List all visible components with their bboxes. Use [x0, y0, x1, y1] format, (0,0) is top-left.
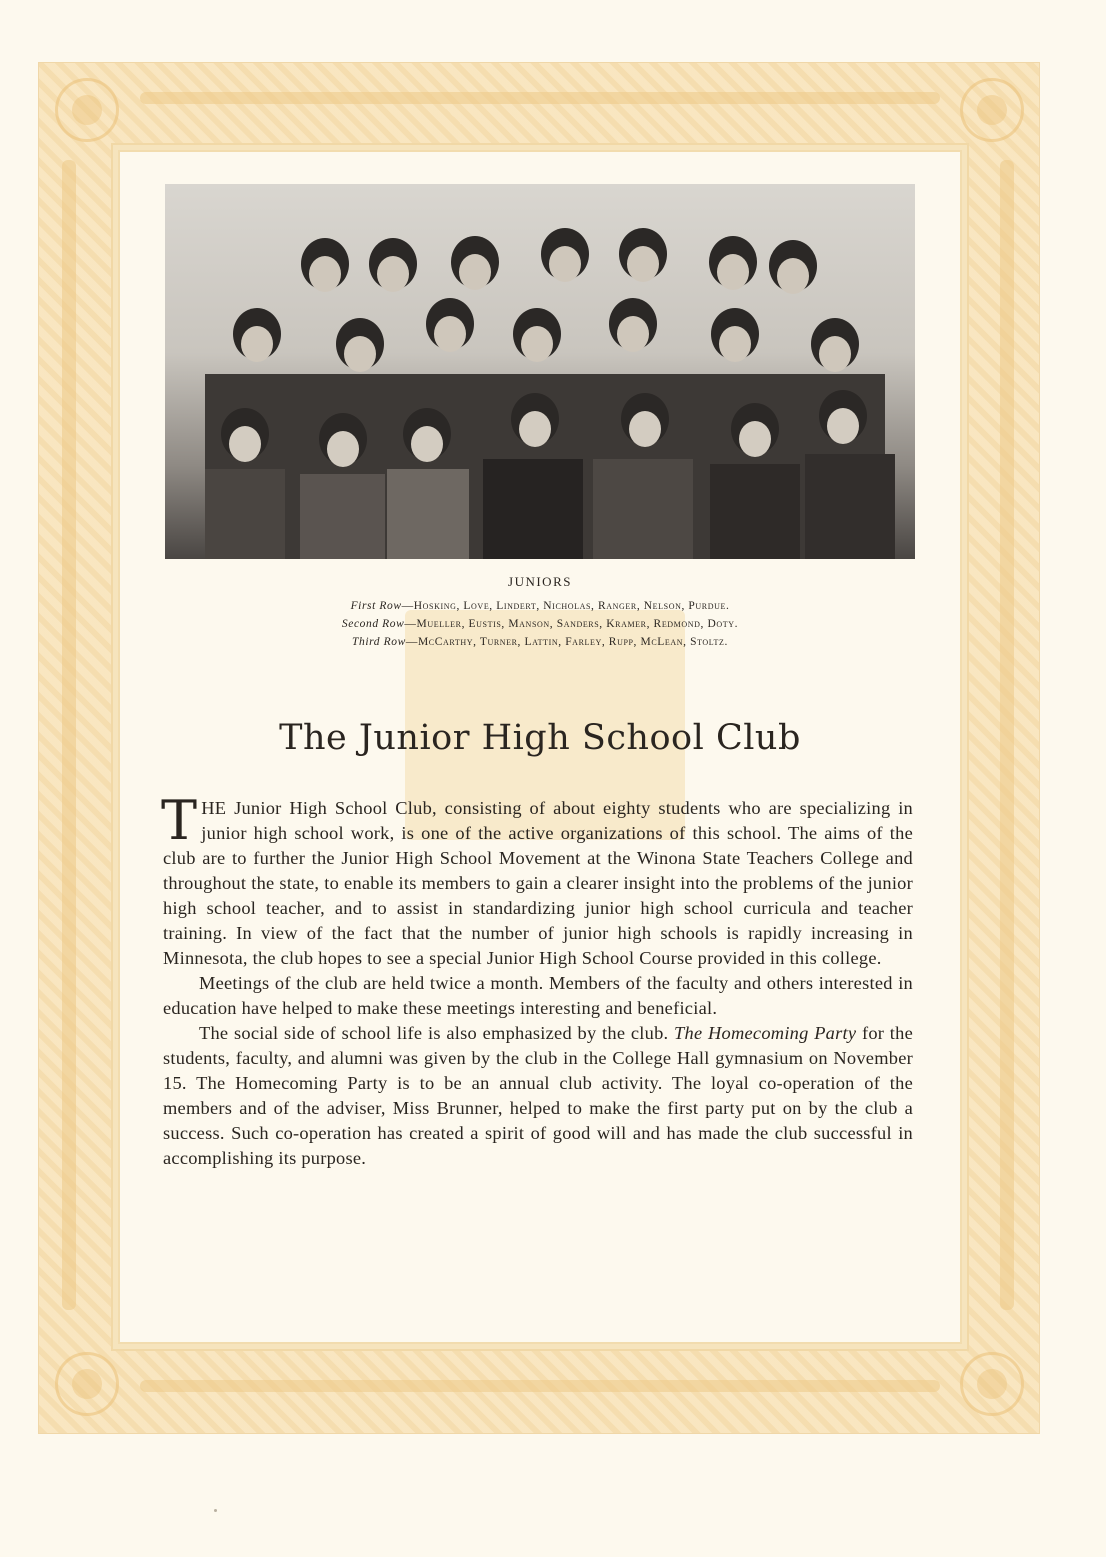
page-speck	[214, 1509, 217, 1512]
border-corner-ornament	[55, 1352, 119, 1416]
photo-caption-first-row	[165, 600, 915, 612]
group-photo	[165, 184, 915, 559]
border-corner-ornament	[960, 78, 1024, 142]
drop-cap: T	[161, 789, 198, 852]
paragraph-3-start: The social side of school life is also emphasized by the club.	[199, 1023, 669, 1043]
border-vine-right	[1000, 160, 1014, 1310]
row-names: —Mueller, Eustis, Manson, Sanders, Kramer, Redmond, Doty.	[404, 618, 739, 630]
row-label: Second Row	[341, 618, 405, 630]
paragraph-1-text: HE Junior High School Club, consisting of about eighty students who are specializing in junior high school work, is one of the active organizations of this school. The aims of the club are to further the Junior High School Movement at the Winona State Teachers College and throughout the state, to enable its members to gain a clearer insight into the problems of the junior high school teacher, and to assist in standardizing junior high school curricula and teacher training. In view of the fact that the number of junior high schools is rapidly increasing in Minnesota, the club hopes to see a special Junior High School Course provided in this college.	[163, 798, 913, 968]
border-vine-bottom	[140, 1380, 940, 1392]
border-vine-left	[62, 160, 76, 1310]
article-title: The Junior High School Club	[279, 718, 801, 758]
paragraph-3-rest: for the students, faculty, and alumni was given by the club in the College Hall gymnasium on November 15. The Homecoming Party is to be an annual club activity. The loyal co-operation of the members and of the adviser, Miss Brunner, helped to make the first party put on by the club a success. Such co-operation has created a spirit of good will and has made the club successful in accomplishing its purpose.	[163, 1023, 913, 1168]
border-corner-ornament	[960, 1352, 1024, 1416]
event-name: The Homecoming Party	[674, 1023, 857, 1043]
border-vine-top	[140, 92, 940, 104]
row-names: —Hosking, Love, Lindert, Nicholas, Ranger, Nelson, Purdue.	[401, 600, 730, 612]
row-names: —McCarthy, Turner, Lattin, Farley, Rupp, McLean, Stoltz.	[405, 636, 728, 648]
photo-caption-third-row	[165, 636, 915, 648]
article-body	[161, 789, 913, 1171]
border-corner-ornament	[55, 78, 119, 142]
paragraph-3	[163, 1021, 913, 1171]
paragraph-2: Meetings of the club are held twice a month. Members of the faculty and others interested in education have helped to make these meetings interesting and beneficial.	[163, 973, 913, 1018]
photo-caption-title: JUNIORS	[508, 574, 572, 589]
row-label: First Row	[350, 600, 402, 612]
photo-caption-second-row	[165, 618, 915, 630]
paragraph-1	[161, 789, 913, 971]
row-label: Third Row	[352, 636, 406, 648]
